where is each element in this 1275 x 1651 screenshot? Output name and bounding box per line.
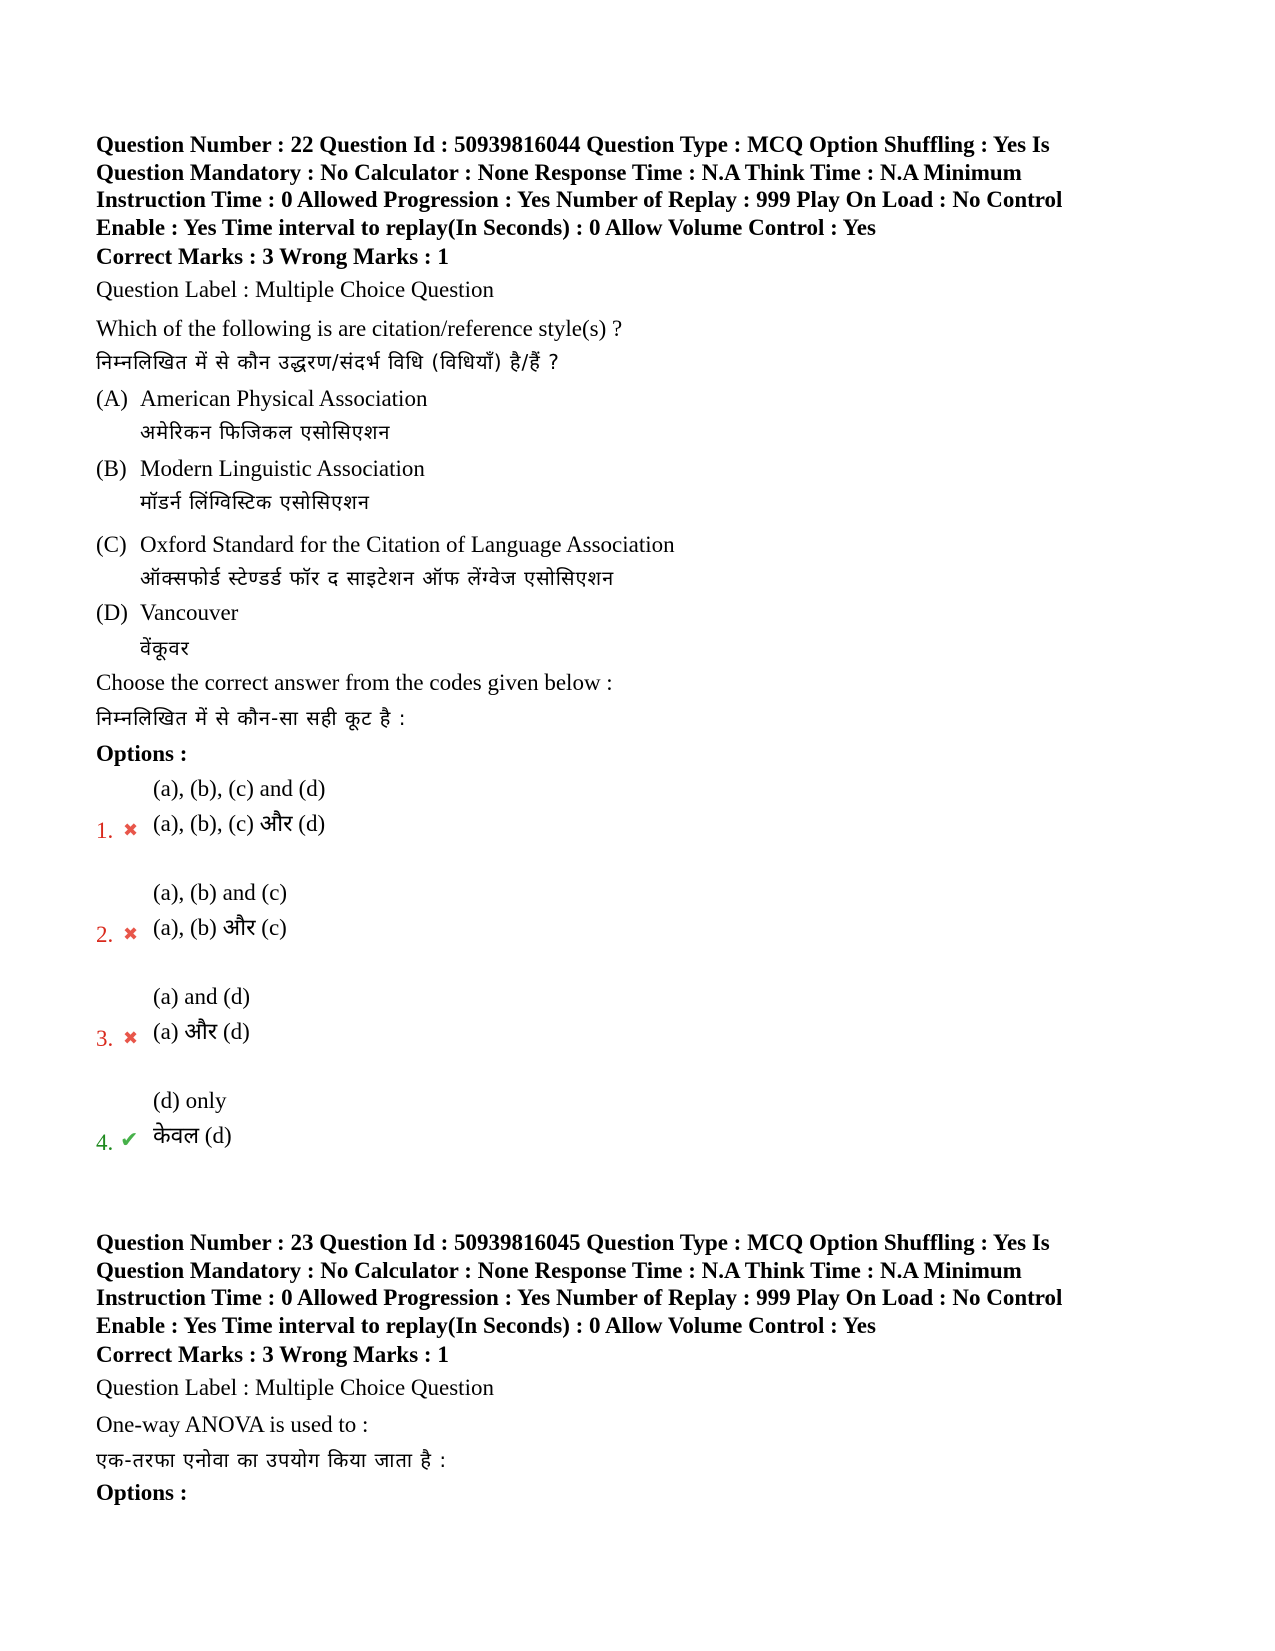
q22-option-text-hi: (a), (b), (c) और (d) [153, 811, 326, 836]
q22-meta-line: Question Mandatory : No Calculator : None Response Time : N.A Think Time : N.A Minimum [96, 159, 1022, 185]
q22-option-text-en: (a), (b), (c) and (d) [153, 776, 326, 801]
q22-option-number: 3. [96, 1026, 114, 1051]
correct-check-icon: ✔ [120, 1128, 139, 1153]
q22-item-en: American Physical Association [140, 386, 428, 411]
q23-question-hi: एक-तरफा एनोवा का उपयोग किया जाता है : [96, 1448, 448, 1472]
q22-option-number: 4. [96, 1130, 114, 1155]
q22-label: Question Label : Multiple Choice Question [96, 277, 494, 302]
wrong-cross-icon: ✖ [123, 924, 139, 945]
q23-label: Question Label : Multiple Choice Question [96, 1375, 494, 1400]
wrong-cross-icon: ✖ [123, 820, 139, 841]
q22-option-text-en: (a) and (d) [153, 984, 251, 1009]
q23-marks: Correct Marks : 3 Wrong Marks : 1 [96, 1342, 449, 1367]
q22-marks: Correct Marks : 3 Wrong Marks : 1 [96, 244, 449, 269]
q23-options-heading: Options : [96, 1480, 188, 1505]
q22-choose-en: Choose the correct answer from the codes given below : [96, 670, 613, 695]
wrong-cross-icon: ✖ [123, 1028, 139, 1049]
q23-meta-line: Question Number : 23 Question Id : 50939816045 Question Type : MCQ Option Shuffling : Yes Is [96, 1230, 1050, 1255]
q22-item-label: (C) [96, 532, 127, 557]
q23-meta [96, 1229, 1196, 1339]
q23-meta-line: Instruction Time : 0 Allowed Progression : Yes Number of Replay : 999 Play On Load : No Control [96, 1285, 1063, 1310]
q22-item-hi: ऑक्सफोर्ड स्टेण्डर्ड फॉर द साइटेशन ऑफ लेंग्वेज एसोसिएशन [140, 566, 615, 590]
q22-option-text-hi: (a) और (d) [153, 1019, 250, 1044]
q22-option-text-hi: (a), (b) और (c) [153, 915, 287, 940]
q22-item-en: Oxford Standard for the Citation of Language Association [140, 532, 675, 557]
q22-meta [96, 131, 1196, 241]
q22-meta-line: Instruction Time : 0 Allowed Progression : Yes Number of Replay : 999 Play On Load : No Control [96, 187, 1063, 212]
q23-meta-line: Question Mandatory : No Calculator : None Response Time : N.A Think Time : N.A Minimum [96, 1257, 1022, 1283]
q22-meta-line: Enable : Yes Time interval to replay(In Seconds) : 0 Allow Volume Control : Yes [96, 214, 876, 240]
q22-item-en: Modern Linguistic Association [140, 456, 425, 481]
q22-option-number: 1. [96, 818, 114, 843]
q22-item-label: (D) [96, 600, 128, 625]
q22-item-en: Vancouver [140, 600, 239, 625]
q23-meta-line: Enable : Yes Time interval to replay(In Seconds) : 0 Allow Volume Control : Yes [96, 1312, 876, 1338]
q22-meta-line: Question Number : 22 Question Id : 50939816044 Question Type : MCQ Option Shuffling : Yes Is [96, 132, 1050, 157]
q22-item-label: (A) [96, 386, 128, 411]
q22-item-label: (B) [96, 456, 127, 481]
q22-item-hi: मॉडर्न लिंग्विस्टिक एसोसिएशन [140, 490, 370, 514]
q22-option-number: 2. [96, 922, 114, 947]
q22-question-hi: निम्नलिखित में से कौन उद्धरण/संदर्भ विधि (विधियाँ) है/हैं ? [96, 350, 560, 374]
q22-option-text-en: (d) only [153, 1088, 227, 1113]
q22-item-hi: वेंकूवर [140, 636, 190, 660]
q22-question-en: Which of the following is are citation/reference style(s) ? [96, 316, 623, 341]
q22-item-hi: अमेरिकन फिजिकल एसोसिएशन [140, 420, 391, 444]
q22-option-text-en: (a), (b) and (c) [153, 880, 288, 905]
q22-option-text-hi: केवल (d) [153, 1123, 232, 1148]
q23-question-en: One-way ANOVA is used to : [96, 1412, 369, 1437]
q22-options-heading: Options : [96, 741, 188, 766]
q22-choose-hi: निम्नलिखित में से कौन-सा सही कूट है : [96, 706, 407, 730]
